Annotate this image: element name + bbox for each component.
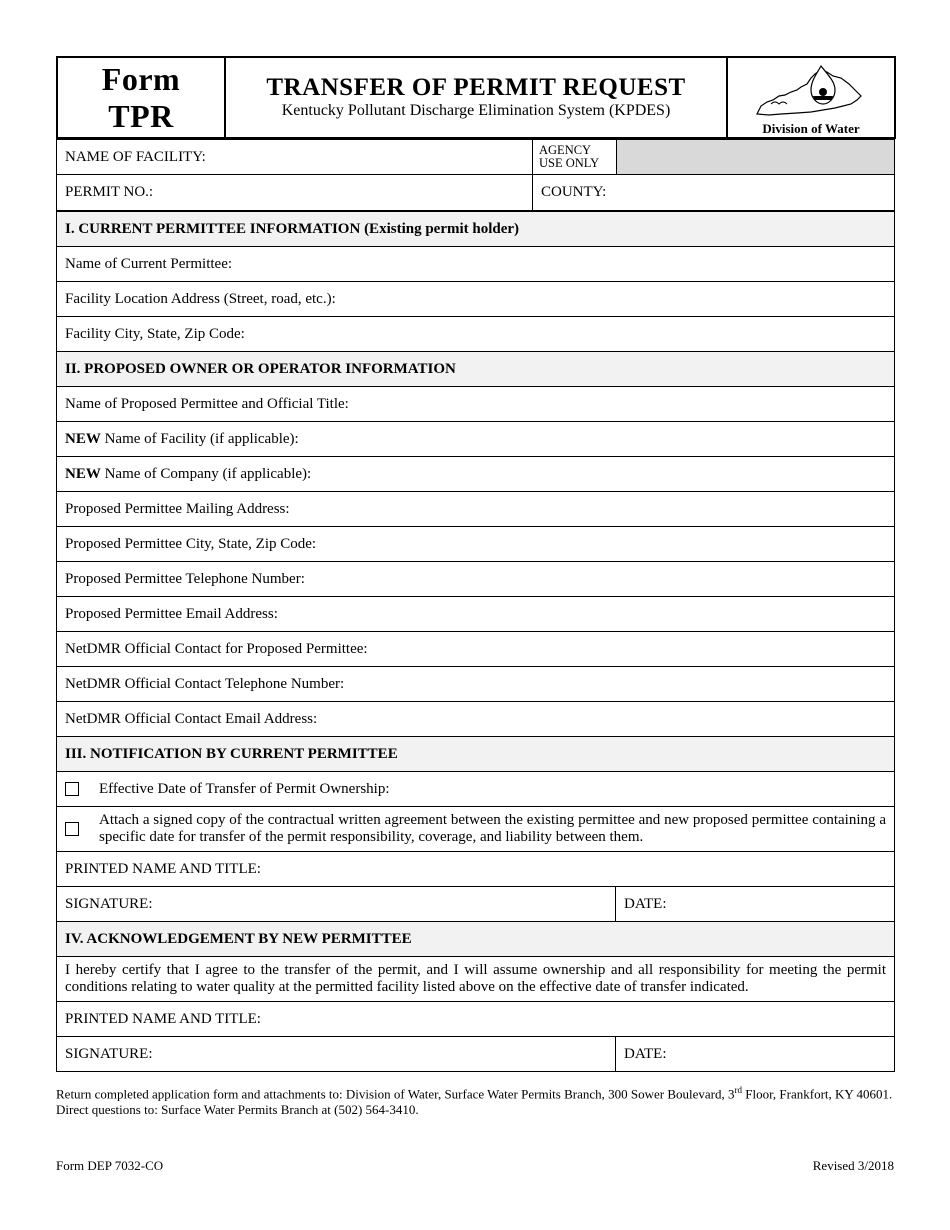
section-1-header (57, 212, 895, 247)
sections-table (56, 211, 895, 1072)
effective-date-label: Effective Date of Transfer of Permit Ownership: (99, 780, 390, 797)
facility-location-field[interactable]: Facility Location Address (Street, road, etc.): (57, 282, 895, 317)
netdmr-contact-field[interactable]: NetDMR Official Contact for Proposed Permittee: (57, 632, 895, 667)
attach-agreement-row (57, 807, 895, 852)
current-date-field[interactable]: DATE: (616, 887, 895, 922)
current-permittee-name-field[interactable]: Name of Current Permittee: (57, 247, 895, 282)
permit-form (56, 56, 894, 1072)
county-field[interactable]: COUNTY: (533, 175, 895, 211)
kentucky-map-icon (751, 62, 871, 124)
section-4-header: IV. ACKNOWLEDGEMENT BY NEW PERMITTEE (57, 922, 895, 957)
proposed-email-field[interactable]: Proposed Permittee Email Address: (57, 597, 895, 632)
revised-date: Revised 3/2018 (812, 1158, 894, 1173)
proposed-phone-field[interactable]: Proposed Permittee Telephone Number: (57, 562, 895, 597)
division-logo (727, 57, 895, 138)
agency-use-label: AGENCY USE ONLY (533, 140, 617, 175)
certification-text: I hereby certify that I agree to the transfer of the permit, and I will assume ownership and all responsibility for meeting the permit conditions relating to water quality at the permitted facility listed above on the effective date of transfer indicated. (57, 957, 895, 1002)
permit-no-field[interactable]: PERMIT NO.: (57, 175, 533, 211)
form-subtitle: Kentucky Pollutant Discharge Elimination System (KPDES) (281, 101, 671, 119)
agency-use-box (617, 140, 895, 175)
new-signature-field[interactable]: SIGNATURE: (57, 1037, 616, 1072)
section-1-title: I. CURRENT PERMITTEE INFORMATION (65, 220, 361, 237)
current-printed-name-field[interactable]: PRINTED NAME AND TITLE: (57, 852, 895, 887)
form-title-block (225, 57, 727, 138)
new-facility-name-field[interactable] (57, 422, 895, 457)
new-printed-name-field[interactable]: PRINTED NAME AND TITLE: (57, 1002, 895, 1037)
logo-caption: Division of Water (762, 120, 860, 136)
new-date-field[interactable]: DATE: (616, 1037, 895, 1072)
netdmr-email-field[interactable]: NetDMR Official Contact Email Address: (57, 702, 895, 737)
new-company-name-field[interactable] (57, 457, 895, 492)
netdmr-phone-field[interactable]: NetDMR Official Contact Telephone Number: (57, 667, 895, 702)
form-title: TRANSFER OF PERMIT REQUEST (266, 73, 686, 101)
new-prefix: NEW (65, 465, 101, 482)
attach-agreement-checkbox[interactable] (65, 822, 79, 836)
proposed-city-field[interactable]: Proposed Permittee City, State, Zip Code: (57, 527, 895, 562)
facility-table (56, 139, 895, 211)
new-facility-label: Name of Facility (if applicable): (100, 430, 299, 447)
new-company-label: Name of Company (if applicable): (100, 465, 312, 482)
current-signature-field[interactable]: SIGNATURE: (57, 887, 616, 922)
mailing-address-field[interactable]: Proposed Permittee Mailing Address: (57, 492, 895, 527)
return-instructions: Return completed application form and attachments to: Division of Water, Surface Water Permits Branch, 300 Sower Boulevard, 3rd Floor, Frankfort, KY 40601. Direct questions to: Surface Water Permits Branch at (502) 564-3410. (56, 1085, 893, 1118)
form-code: Form TPR (57, 57, 225, 138)
attach-agreement-text: Attach a signed copy of the contractual written agreement between the existing permittee and new proposed permittee containing a specific date for transfer of the permit responsibility, coverage, and liability between them. (99, 812, 886, 845)
facility-name-field[interactable]: NAME OF FACILITY: (57, 140, 533, 175)
new-prefix: NEW (65, 430, 101, 447)
section-2-header: II. PROPOSED OWNER OR OPERATOR INFORMATION (57, 352, 895, 387)
proposed-permittee-name-field[interactable]: Name of Proposed Permittee and Official Title: (57, 387, 895, 422)
effective-date-row (57, 772, 895, 807)
section-1-note: (Existing permit holder) (364, 220, 520, 237)
section-3-header: III. NOTIFICATION BY CURRENT PERMITTEE (57, 737, 895, 772)
facility-city-field[interactable]: Facility City, State, Zip Code: (57, 317, 895, 352)
form-header-table (56, 56, 896, 139)
effective-date-checkbox[interactable] (65, 782, 79, 796)
form-id: Form DEP 7032-CO (56, 1158, 164, 1173)
